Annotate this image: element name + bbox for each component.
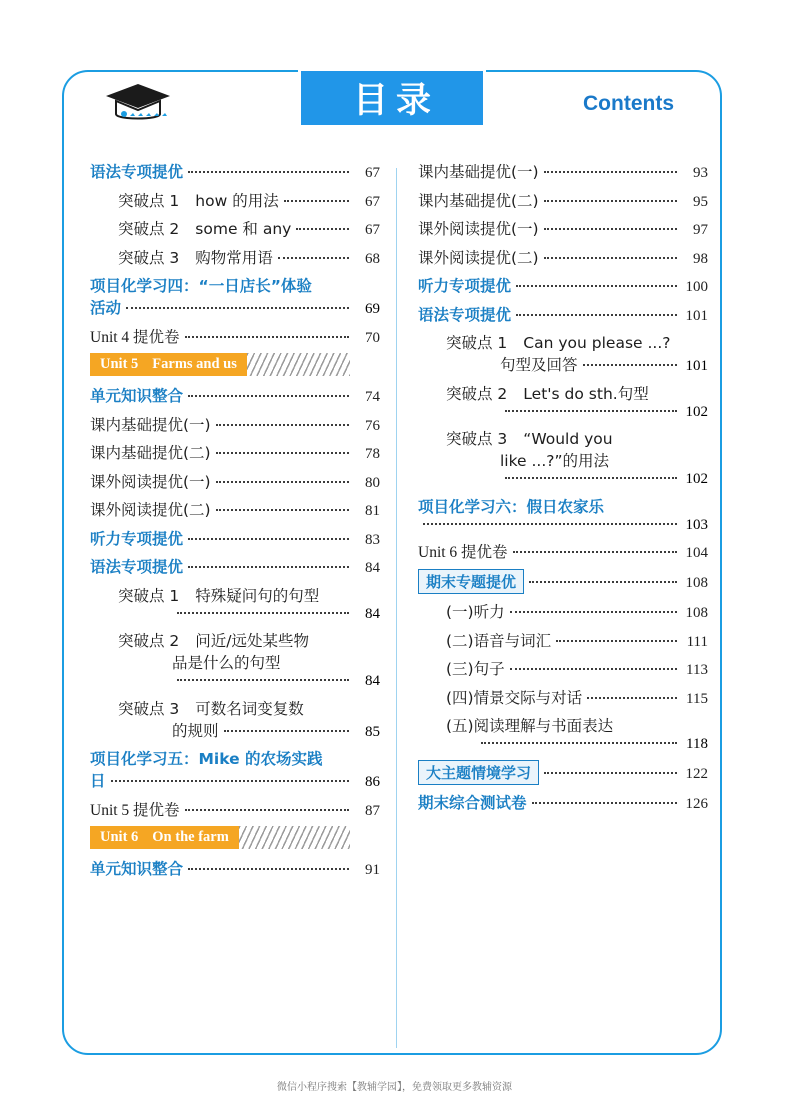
toc-entry[interactable]: 突破点 3 可数名词变复数 的规则 85	[118, 699, 380, 740]
toc-entry[interactable]: 语法专项提优 84	[90, 558, 380, 576]
toc-entry[interactable]: 课内基础提优(二) 95	[418, 191, 708, 210]
leader-dots	[278, 257, 349, 259]
leader-dots	[544, 772, 677, 774]
toc-entry[interactable]: 突破点 2 Let's do sth.句型 102	[446, 384, 708, 420]
hatch-decoration	[239, 826, 350, 849]
leader-dots	[516, 285, 677, 287]
toc-entry[interactable]: (四)情景交际与对话 115	[446, 688, 708, 707]
toc-entry[interactable]: 课外阅读提优(一) 80	[90, 472, 380, 491]
section-badge: 期末专题提优	[418, 569, 524, 594]
leader-dots	[544, 228, 677, 230]
leader-dots	[587, 697, 677, 699]
leader-dots	[505, 477, 677, 479]
leader-dots	[284, 200, 349, 202]
unit-title: On the farm	[152, 829, 229, 845]
toc-entry[interactable]: 项目化学习六：假日农家乐 103	[418, 497, 708, 533]
leader-dots	[188, 868, 349, 870]
leader-dots	[505, 410, 677, 412]
toc-entry[interactable]: 项目化学习四：“一日店长”体验 活动 69	[90, 277, 380, 317]
hatch-decoration	[247, 353, 350, 376]
leader-dots	[216, 424, 349, 426]
toc-entry[interactable]: 突破点 1 Can you please ...? 句型及回答 101	[446, 334, 708, 374]
toc-entry[interactable]: 项目化学习五：Mike 的农场实践 日 86	[90, 750, 380, 790]
leader-dots	[423, 523, 677, 525]
toc-entry[interactable]: 课外阅读提优(二) 98	[418, 248, 708, 267]
toc-right-column	[418, 160, 708, 820]
leader-dots	[188, 566, 349, 568]
toc-entry[interactable]: 突破点 1 特殊疑问句的句型 84	[118, 586, 380, 622]
toc-section-highlight[interactable]: 大主题情境学习 122	[418, 760, 708, 785]
unit-number: Unit 5	[100, 356, 139, 372]
leader-dots	[188, 538, 349, 540]
leader-dots	[556, 640, 677, 642]
leader-dots	[188, 395, 349, 397]
leader-dots	[513, 551, 677, 553]
toc-section-highlight[interactable]: 期末专题提优 108	[418, 569, 708, 594]
unit-header-bar	[90, 826, 350, 849]
leader-dots	[224, 730, 349, 732]
toc-entry[interactable]: (一)听力 108	[446, 603, 708, 621]
toc-entry[interactable]: 期末综合测试卷 126	[418, 794, 708, 812]
leader-dots	[185, 336, 349, 338]
toc-entry[interactable]: 听力专项提优 83	[90, 529, 380, 548]
leader-dots	[532, 802, 677, 804]
footer-note: 微信小程序搜索【教辅学园】，免费领取更多教辅资源	[277, 1082, 512, 1093]
toc-entry[interactable]: 单元知识整合 74	[90, 387, 380, 405]
leader-dots	[516, 314, 677, 316]
leader-dots	[216, 509, 349, 511]
toc-entry[interactable]: 课内基础提优(一) 76	[90, 415, 380, 434]
section-badge: 大主题情境学习	[418, 760, 539, 785]
leader-dots	[583, 364, 677, 366]
toc-entry[interactable]: (三)句子 113	[446, 660, 708, 678]
toc-entry[interactable]: 语法专项提优 67	[90, 163, 380, 181]
toc-entry[interactable]: 突破点 3 “Would you like ...?”的用法 102	[446, 430, 708, 487]
leader-dots	[510, 668, 677, 670]
toc-entry[interactable]: 听力专项提优 100	[418, 277, 708, 295]
leader-dots	[185, 809, 349, 811]
toc-entry[interactable]: 课内基础提优(二) 78	[90, 444, 380, 462]
toc-entry[interactable]: Unit 6 提优卷 104	[418, 544, 708, 561]
toc-entry[interactable]: 突破点 1 how 的用法 67	[118, 191, 380, 210]
unit-title: Farms and us	[152, 356, 237, 372]
toc-entry[interactable]: Unit 4 提优卷 70	[90, 328, 380, 346]
toc-entry[interactable]: 突破点 2 问近/远处某些物 品是什么的句型 84	[118, 632, 380, 689]
toc-entry[interactable]: 突破点 2 some 和 any 67	[118, 220, 380, 238]
toc-entry[interactable]: 课外阅读提优(二) 81	[90, 501, 380, 519]
leader-dots	[188, 171, 349, 173]
leader-dots	[529, 581, 677, 583]
toc-left-column	[90, 160, 380, 886]
leader-dots	[544, 257, 677, 259]
leader-dots	[510, 611, 677, 613]
toc-entry[interactable]: 课内基础提优(一) 93	[418, 163, 708, 181]
unit-number: Unit 6	[100, 829, 139, 845]
toc-entry[interactable]: 课外阅读提优(一) 97	[418, 220, 708, 238]
leader-dots	[481, 742, 677, 744]
toc-entry[interactable]: Unit 5 提优卷 87	[90, 801, 380, 819]
page-title-banner	[298, 68, 486, 128]
toc-entry[interactable]: 突破点 3 购物常用语 68	[118, 248, 380, 267]
toc-entry[interactable]: 单元知识整合 91	[90, 860, 380, 878]
toc-entry[interactable]: (五)阅读理解与书面表达 118	[446, 717, 708, 752]
leader-dots	[126, 307, 349, 309]
toc-entry[interactable]: 语法专项提优 101	[418, 305, 708, 324]
leader-dots	[296, 228, 349, 230]
leader-dots	[544, 171, 677, 173]
toc-entry[interactable]: (二)语音与词汇 111	[446, 631, 708, 650]
unit-header-bar	[90, 353, 350, 376]
page-title: 目录	[352, 81, 439, 121]
leader-dots	[111, 780, 349, 782]
leader-dots	[216, 452, 349, 454]
leader-dots	[177, 679, 349, 681]
leader-dots	[177, 612, 349, 614]
leader-dots	[216, 481, 349, 483]
column-divider	[396, 168, 397, 1048]
leader-dots	[544, 200, 677, 202]
contents-label: Contents	[583, 92, 674, 115]
graduation-cap-icon	[100, 78, 190, 128]
